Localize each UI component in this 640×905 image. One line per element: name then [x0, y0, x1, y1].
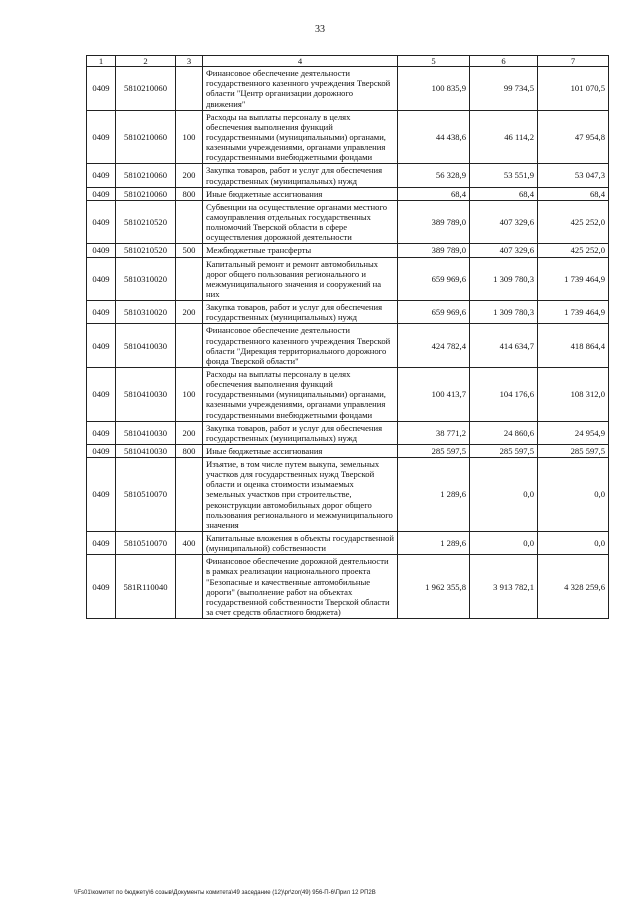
expense-type-cell: [176, 458, 203, 532]
amount-cell: 24 954,9: [538, 421, 609, 444]
section-code-cell: 0409: [87, 532, 116, 555]
amount-cell: 1 309 780,3: [470, 301, 538, 324]
amount-cell: 407 329,6: [470, 200, 538, 244]
table-body: [87, 56, 609, 619]
item-name-cell: Финансовое обеспечение дорожной деятельности в рамках реализации национального проекта "Безопасные и качественные автомобильные дороги" (выполнение работ на объектах государственной собственности Тверской области за счет средств областного бюджета): [203, 555, 398, 619]
item-name-cell: Закупка товаров, работ и услуг для обеспечения государственных (муниципальных) нужд: [203, 421, 398, 444]
expense-type-cell: [176, 67, 203, 111]
amount-cell: 68,4: [470, 187, 538, 200]
section-code-cell: 0409: [87, 367, 116, 421]
amount-cell: 68,4: [398, 187, 470, 200]
target-article-cell: 5810210060: [116, 187, 176, 200]
table-row: [87, 532, 609, 555]
amount-cell: 285 597,5: [538, 444, 609, 457]
target-article-cell: 581R110040: [116, 555, 176, 619]
amount-cell: 424 782,4: [398, 324, 470, 368]
amount-cell: 24 860,6: [470, 421, 538, 444]
amount-cell: 389 789,0: [398, 244, 470, 257]
item-name-cell: Расходы на выплаты персоналу в целях обеспечения выполнения функций государственными (муниципальными) органами, казенными учреждениями, органами управления государственными внебюджетными фондами: [203, 110, 398, 164]
item-name-cell: Межбюджетные трансферты: [203, 244, 398, 257]
section-code-cell: 0409: [87, 200, 116, 244]
section-code-cell: 0409: [87, 301, 116, 324]
expense-type-cell: [176, 555, 203, 619]
amount-cell: 389 789,0: [398, 200, 470, 244]
item-name-cell: Иные бюджетные ассигнования: [203, 444, 398, 457]
table-row: [87, 257, 609, 301]
item-name-cell: Капитальный ремонт и ремонт автомобильных дорог общего пользования регионального и межмуниципального значения и сооружений на них: [203, 257, 398, 301]
amount-cell: 659 969,6: [398, 301, 470, 324]
table-row: [87, 367, 609, 421]
section-code-cell: 0409: [87, 555, 116, 619]
expense-type-cell: [176, 200, 203, 244]
table-row: [87, 324, 609, 368]
column-header: 3: [176, 56, 203, 67]
expense-type-cell: 800: [176, 187, 203, 200]
section-code-cell: 0409: [87, 444, 116, 457]
amount-cell: 68,4: [538, 187, 609, 200]
section-code-cell: 0409: [87, 458, 116, 532]
amount-cell: 47 954,8: [538, 110, 609, 164]
table-row: [87, 200, 609, 244]
amount-cell: 100 413,7: [398, 367, 470, 421]
footer-file-path: \\Fs01\комитет по бюджету\6 созыв\Документы комитета\49 заседание (12)\pr\zor(49) 956-П-6\Прил 12 РП2В: [74, 890, 376, 896]
target-article-cell: 5810210060: [116, 110, 176, 164]
amount-cell: 659 969,6: [398, 257, 470, 301]
target-article-cell: 5810310020: [116, 301, 176, 324]
section-code-cell: 0409: [87, 324, 116, 368]
amount-cell: 53 551,9: [470, 164, 538, 187]
target-article-cell: 5810210520: [116, 200, 176, 244]
expense-type-cell: [176, 257, 203, 301]
amount-cell: 285 597,5: [470, 444, 538, 457]
amount-cell: 56 328,9: [398, 164, 470, 187]
target-article-cell: 5810510070: [116, 458, 176, 532]
page-number: 33: [315, 24, 325, 35]
expense-type-cell: 200: [176, 301, 203, 324]
item-name-cell: Капитальные вложения в объекты государственной (муниципальной) собственности: [203, 532, 398, 555]
amount-cell: 1 739 464,9: [538, 257, 609, 301]
amount-cell: 0,0: [538, 458, 609, 532]
table-row: [87, 244, 609, 257]
table-row: [87, 164, 609, 187]
amount-cell: 1 289,6: [398, 532, 470, 555]
amount-cell: 53 047,3: [538, 164, 609, 187]
column-header: 4: [203, 56, 398, 67]
amount-cell: 425 252,0: [538, 244, 609, 257]
table-row: [87, 110, 609, 164]
item-name-cell: Закупка товаров, работ и услуг для обеспечения государственных (муниципальных) нужд: [203, 164, 398, 187]
item-name-cell: Закупка товаров, работ и услуг для обеспечения государственных (муниципальных) нужд: [203, 301, 398, 324]
amount-cell: 104 176,6: [470, 367, 538, 421]
amount-cell: 0,0: [470, 458, 538, 532]
target-article-cell: 5810410030: [116, 324, 176, 368]
amount-cell: 1 739 464,9: [538, 301, 609, 324]
amount-cell: 0,0: [538, 532, 609, 555]
column-header: 2: [116, 56, 176, 67]
expense-type-cell: 800: [176, 444, 203, 457]
amount-cell: 425 252,0: [538, 200, 609, 244]
target-article-cell: 5810410030: [116, 444, 176, 457]
amount-cell: 407 329,6: [470, 244, 538, 257]
table-row: [87, 67, 609, 111]
amount-cell: 0,0: [470, 532, 538, 555]
column-header: 6: [470, 56, 538, 67]
target-article-cell: 5810310020: [116, 257, 176, 301]
amount-cell: 108 312,0: [538, 367, 609, 421]
item-name-cell: Иные бюджетные ассигнования: [203, 187, 398, 200]
budget-table: [86, 55, 609, 619]
amount-cell: 46 114,2: [470, 110, 538, 164]
section-code-cell: 0409: [87, 164, 116, 187]
target-article-cell: 5810210520: [116, 244, 176, 257]
expense-type-cell: 100: [176, 367, 203, 421]
amount-cell: 99 734,5: [470, 67, 538, 111]
item-name-cell: Расходы на выплаты персоналу в целях обеспечения выполнения функций государственными (муниципальными) органами, казенными учреждениями, органами управления государственными внебюджетными фондами: [203, 367, 398, 421]
item-name-cell: Изъятие, в том числе путем выкупа, земельных участков для государственных нужд Тверской области и оценка стоимости изымаемых земельных участков при строительстве, реконструкции автомобильных дорог общего пользования регионального и межмуниципального значения: [203, 458, 398, 532]
column-header: 1: [87, 56, 116, 67]
expense-type-cell: [176, 324, 203, 368]
table-row: [87, 555, 609, 619]
table-row: [87, 458, 609, 532]
table-row: [87, 421, 609, 444]
amount-cell: 1 962 355,8: [398, 555, 470, 619]
amount-cell: 38 771,2: [398, 421, 470, 444]
amount-cell: 1 309 780,3: [470, 257, 538, 301]
target-article-cell: 5810510070: [116, 532, 176, 555]
expense-type-cell: 200: [176, 164, 203, 187]
amount-cell: 3 913 782,1: [470, 555, 538, 619]
item-name-cell: Субвенции на осуществление органами местного самоуправления отдельных государственных полномочий Тверской области в сфере осуществления дорожной деятельности: [203, 200, 398, 244]
target-article-cell: 5810410030: [116, 367, 176, 421]
amount-cell: 285 597,5: [398, 444, 470, 457]
section-code-cell: 0409: [87, 421, 116, 444]
section-code-cell: 0409: [87, 110, 116, 164]
amount-cell: 418 864,4: [538, 324, 609, 368]
target-article-cell: 5810210060: [116, 164, 176, 187]
amount-cell: 4 328 259,6: [538, 555, 609, 619]
amount-cell: 44 438,6: [398, 110, 470, 164]
amount-cell: 100 835,9: [398, 67, 470, 111]
amount-cell: 101 070,5: [538, 67, 609, 111]
column-header: 5: [398, 56, 470, 67]
amount-cell: 1 289,6: [398, 458, 470, 532]
section-code-cell: 0409: [87, 257, 116, 301]
expense-type-cell: 100: [176, 110, 203, 164]
expense-type-cell: 500: [176, 244, 203, 257]
item-name-cell: Финансовое обеспечение деятельности государственного казенного учреждения Тверской области "Дирекция территориального дорожного фонда Тверской области": [203, 324, 398, 368]
section-code-cell: 0409: [87, 244, 116, 257]
section-code-cell: 0409: [87, 67, 116, 111]
target-article-cell: 5810410030: [116, 421, 176, 444]
item-name-cell: Финансовое обеспечение деятельности государственного казенного учреждения Тверской области "Центр организации дорожного движения": [203, 67, 398, 111]
section-code-cell: 0409: [87, 187, 116, 200]
table-header-row: [87, 56, 609, 67]
column-header: 7: [538, 56, 609, 67]
expense-type-cell: 200: [176, 421, 203, 444]
amount-cell: 414 634,7: [470, 324, 538, 368]
expense-type-cell: 400: [176, 532, 203, 555]
table-row: [87, 444, 609, 457]
table-row: [87, 187, 609, 200]
table-row: [87, 301, 609, 324]
target-article-cell: 5810210060: [116, 67, 176, 111]
